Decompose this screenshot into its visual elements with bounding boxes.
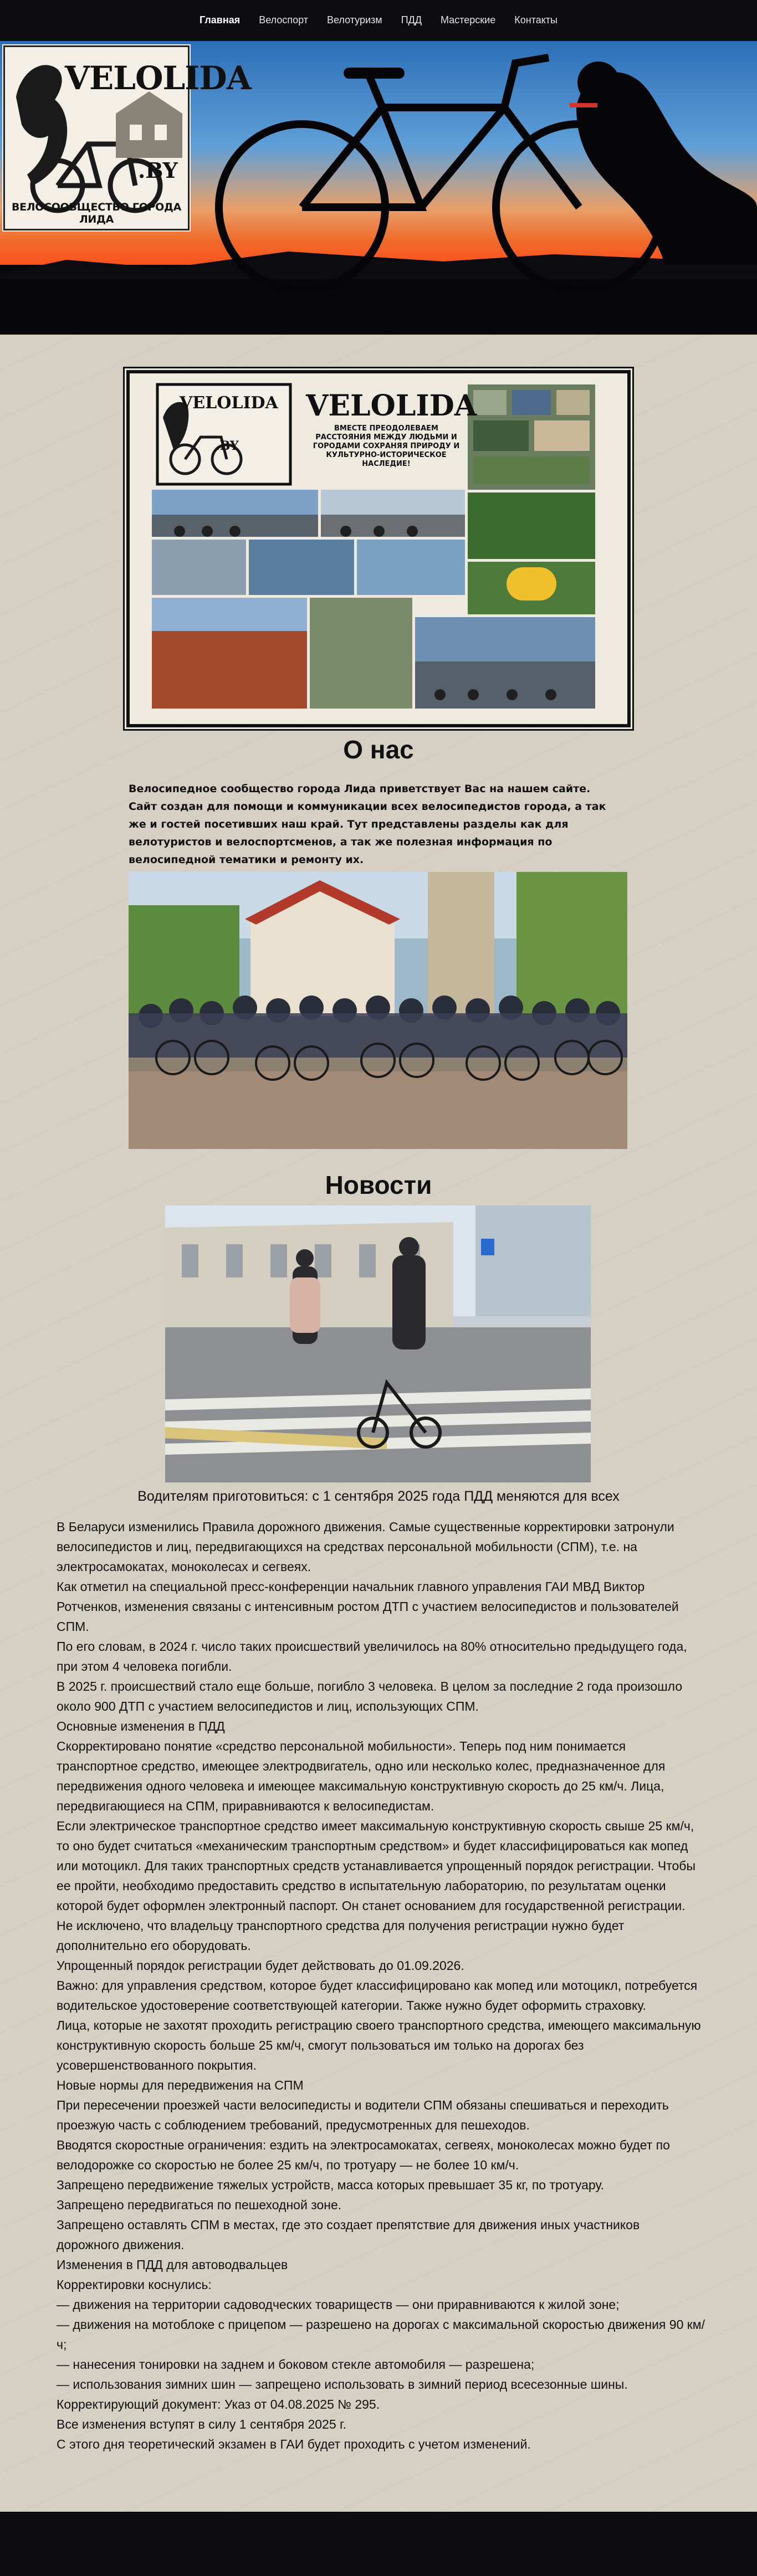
nav-item-workshops[interactable]: Мастерские — [441, 14, 496, 25]
news-paragraph: По его словам, в 2024 г. число таких происшествий увеличилось на 80% относительно предыдущего года, при этом 4 человека погибли. — [57, 1639, 687, 1674]
news-paragraph: Новые нормы для передвижения на СПМ — [57, 2078, 304, 2092]
news-paragraph: Вводятся скоростные ограничения: ездить на электросамокатах, сегвеях, моноколесах можно будет по велодорожке со скоростью не более 25 км/ч, по тротуару — не более 10 км/ч. — [57, 2138, 670, 2172]
nav-item-home[interactable]: Главная — [200, 14, 241, 25]
about-paragraph: Сайт создан для помощи и коммуникации всех велосипедистов города, а так же и гостей посетивших наш край. Тут представлены разделы как для велотуристов и велоспортсменов, а так же полезная информация по велосипедной тематики и ремонту их. — [129, 800, 606, 866]
collage-logo-domain: .BY — [216, 439, 239, 453]
collage-logo-title: VELOLIDA — [180, 393, 278, 413]
group-ride-image — [129, 872, 627, 1149]
news-paragraph: Лица, которые не захотят проходить регистрацию своего транспортного средства, имеющего максимальную конструктивную скорость больше 25 км/ч, смогут пользоваться им только на дорогах без усовершенствованного покрытия. — [57, 2018, 701, 2072]
group-ride-photo — [129, 872, 627, 1149]
nav-item-traffic-rules[interactable]: ПДД — [401, 14, 422, 25]
news-paragraph: В 2025 г. происшествий стало еще больше, погибло 3 человека. В целом за последние 2 года произошло около 900 ДТП с участием велосипедистов и лиц, использующих СПМ. — [57, 1679, 683, 1713]
logo-domain: .BY — [138, 158, 178, 183]
news-paragraph: В Беларуси изменились Правила дорожного движения. Самые существенные корректировки затронули велосипедистов и лиц, передвигающихся на средствах персональной мобильности (СПМ), т.е. на электросамокатах, моноколесах и сегвеях. — [57, 1520, 674, 1574]
news-paragraph: При пересечении проезжей части велосипедисты и водители СПМ обязаны спешиваться и переходить проезжую часть с соблюдением требований, предусмотренных для пешеходов. — [57, 2098, 669, 2132]
news-paragraph: Запрещено передвижение тяжелых устройств, масса которых превышает 35 кг, по тротуару. — [57, 2178, 605, 2192]
top-navigation — [0, 0, 757, 41]
about-heading: О нас — [343, 735, 414, 764]
velolida-collage-banner — [126, 370, 631, 727]
news-photo[interactable] — [165, 1205, 591, 1482]
page-footer — [0, 2512, 757, 2576]
nav-item-cycling-tourism[interactable]: Велотуризм — [327, 14, 382, 25]
hero-banner — [0, 41, 757, 335]
news-paragraph: Корректировки коснулись: — [57, 2277, 212, 2292]
collage-title: VELOLIDA — [306, 389, 477, 423]
news-paragraph: Запрещено передвигаться по пешеходной зоне. — [57, 2198, 342, 2212]
news-heading: Новости — [325, 1171, 432, 1199]
news-paragraph: Все изменения вступят в силу 1 сентября 2025 г. — [57, 2417, 347, 2431]
news-paragraph: Изменения в ПДД для автоводвальцев — [57, 2257, 288, 2272]
news-paragraph: Основные изменения в ПДД — [57, 1719, 225, 1733]
news-paragraph: Если электрическое транспортное средство имеет максимальную конструктивную скорость свыше 25 км/ч, то оно будет считаться «механическим транспортным средством» и будет классифицироваться как мопед или мотоцикл. Для таких транспортных средств устанавливается упрощенный порядок регистрации. Чтобы ее пройти, необходимо предоставить средство в испытательную лабораторию, по результатам оценки которой будет оформлен электронный паспорт. Он станет основанием для государственной регистрации. Не исключено, что владельцу транспортного средства для получения регистрации нужно будет дополнительно его оборудовать. — [57, 1819, 695, 1953]
nav-item-contacts[interactable]: Контакты — [514, 14, 557, 25]
velolida-logo[interactable] — [3, 45, 251, 230]
news-paragraph: Упрощенный порядок регистрации будет действовать до 01.09.2026. — [57, 1958, 464, 1973]
crosswalk-image — [165, 1205, 591, 1482]
nav-item-cycling-sport[interactable]: Велоспорт — [259, 14, 308, 25]
news-paragraph: — движения на мотоблоке с прицепом — разрешено на дорогах с максимальной скоростью движения 90 км/ч; — [57, 2317, 705, 2352]
about-paragraph: Велосипедное сообщество города Лида приветствует Вас на нашем сайте. — [129, 783, 591, 795]
news-paragraph: Корректирующий документ: Указ от 04.08.2025 № 295. — [57, 2397, 380, 2411]
news-paragraph: Как отметил на специальной пресс-конференции начальник главного управления ГАИ МВД Виктор Ротченков, изменения связаны с интенсивным ростом ДТП с участием велосипедистов и пользователей СПМ. — [57, 1579, 679, 1634]
news-paragraph: — движения на территории садоводческих товариществ — они приравниваются к жилой зоне; — [57, 2297, 620, 2312]
news-paragraph: С этого дня теоретический экзамен в ГАИ будет проходить с учетом изменений. — [57, 2437, 531, 2451]
news-article-body — [57, 1517, 705, 2454]
news-paragraph: — использования зимних шин — запрещено использовать в зимний период всесезонные шины. — [57, 2377, 628, 2392]
news-paragraph: — нанесения тонировки на заднем и боковом стекле автомобиля — разрешена; — [57, 2357, 535, 2372]
logo-title: VELOLIDA — [65, 59, 251, 97]
about-text — [129, 780, 616, 869]
collage-motto: ВМЕСТЕ ПРЕОДОЛЕВАЕМ РАССТОЯНИЯ МЕЖДУ ЛЮДЬМИ И ГОРОДАМИ СОХРАНЯЯ ПРИРОДУ И КУЛЬТУРНО-ИСТОРИЧЕСКОЕ НАСЛЕДИЕ! — [313, 424, 460, 468]
news-caption[interactable]: Водителям приготовиться: с 1 сентября 2025 года ПДД меняются для всех — [137, 1489, 620, 1504]
news-paragraph: Важно: для управления средством, которое будет классифицировано как мопед или мотоцикл, потребуется водительское удостоверение соответствующей категории. Также нужно будет оформить страховку. — [57, 1978, 698, 2013]
logo-subtitle: ВЕЛОСООБЩЕСТВО ГОРОДА ЛИДА — [11, 201, 182, 225]
news-paragraph: Запрещено оставлять СПМ в местах, где это создает препятствие для движения иных участников дорожного движения. — [57, 2218, 640, 2252]
news-paragraph: Скорректировано понятие «средство персональной мобильности». Теперь под ним понимается транспортное средство, имеющее электродвигатель, одно или несколько колес, предназначенное для передвижения одного человека и имеющее максимальную конструктивную скорость до 25 км/ч. Лица, передвигающиеся на СПМ, приравниваются к велосипедистам. — [57, 1739, 666, 1813]
